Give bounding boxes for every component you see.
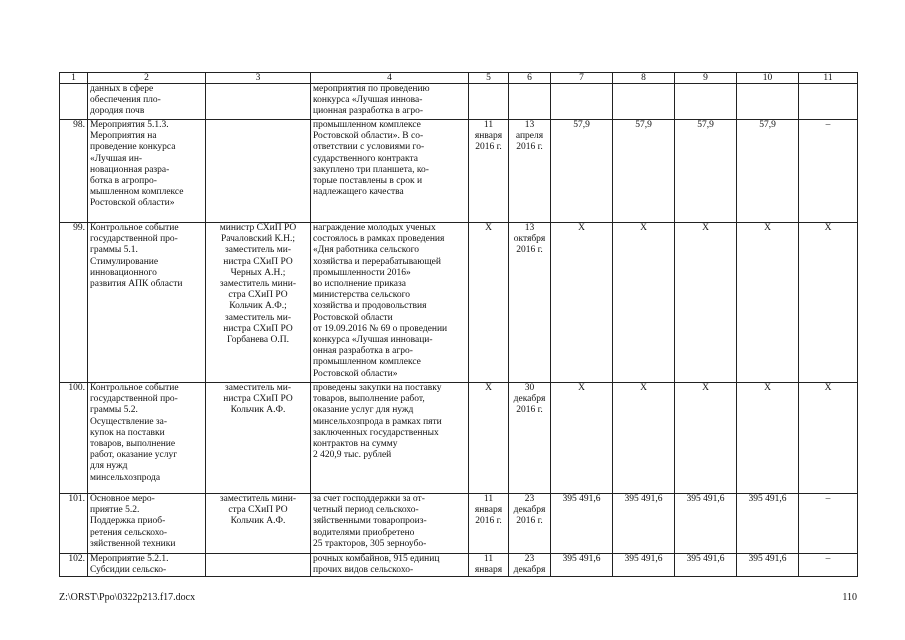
value-col9-cell: Х	[675, 223, 737, 383]
footer-file-path: Z:\ORST\Ppo\0322p213.f17.docx	[59, 592, 196, 603]
column-header: 7	[551, 73, 613, 84]
value-col7-cell: Х	[551, 383, 613, 494]
value-col9-cell	[675, 84, 737, 120]
start-date-cell: 11 января	[469, 554, 509, 577]
end-date-cell	[509, 84, 551, 120]
responsible-cell: заместитель мини- стра СХиП РО Кольчик А.Ф.	[206, 494, 311, 554]
value-col9-cell: 395 491,6	[675, 494, 737, 554]
column-header: 2	[88, 73, 206, 84]
value-col10-cell: Х	[737, 223, 799, 383]
table-row	[60, 120, 858, 223]
value-col11-cell: Х	[799, 223, 858, 383]
end-date-cell: 23 декабря	[509, 554, 551, 577]
row-number-cell: 99.	[60, 223, 88, 383]
end-date-cell: 13 октября 2016 г.	[509, 223, 551, 383]
row-number-cell	[60, 84, 88, 120]
value-col10-cell: 395 491,6	[737, 554, 799, 577]
end-date-cell: 30 декабря 2016 г.	[509, 383, 551, 494]
table-row	[60, 84, 858, 120]
value-col10-cell	[737, 84, 799, 120]
value-col7-cell: 395 491,6	[551, 494, 613, 554]
column-header: 8	[613, 73, 675, 84]
responsible-cell	[206, 84, 311, 120]
start-date-cell: Х	[469, 223, 509, 383]
activity-name-cell: Основное меро- приятие 5.2. Поддержка приоб- ретения сельскохо- зяйственной техники	[88, 494, 206, 554]
result-cell: награждение молодых ученых состоялось в рамках проведения «Дня работника сельского хозяйства и перерабатывающей промышленности 2016» во исполнение приказа министерства сельского хозяйства и продовольствия Ростовской области от 19.09.2016 № 69 о проведении конкурса «Лучшая инноваци- онная разработка в агро- промышленном комплексе Ростовской области»	[311, 223, 469, 383]
value-col11-cell	[799, 84, 858, 120]
row-number-cell: 100.	[60, 383, 88, 494]
report-table	[59, 72, 858, 577]
column-number-row	[60, 73, 858, 84]
start-date-cell: 11 января 2016 г.	[469, 494, 509, 554]
result-cell: мероприятия по проведению конкурса «Лучшая иннова- ционная разработка в агро-	[311, 84, 469, 120]
start-date-cell: Х	[469, 383, 509, 494]
column-header: 4	[311, 73, 469, 84]
value-col11-cell: Х	[799, 383, 858, 494]
row-number-cell: 102.	[60, 554, 88, 577]
value-col11-cell: –	[799, 120, 858, 223]
table-row	[60, 494, 858, 554]
value-col10-cell: Х	[737, 383, 799, 494]
activity-name-cell: Контрольное событие государственной про- граммы 5.2. Осуществление за- купок на поставки товаров, выполнение работ, оказание услуг для нужд минсельхозпрода	[88, 383, 206, 494]
value-col7-cell: Х	[551, 223, 613, 383]
table-row	[60, 383, 858, 494]
responsible-cell: министр СХиП РО Рачаловский К.Н.; заместитель ми- нистра СХиП РО Черных А.Н.; заместитель мини- стра СХиП РО Кольчик А.Ф.; заместитель ми- нистра СХиП РО Горбанева О.П.	[206, 223, 311, 383]
end-date-cell: 13 апреля 2016 г.	[509, 120, 551, 223]
footer-page-number: 110	[842, 592, 857, 603]
value-col8-cell: Х	[613, 223, 675, 383]
value-col8-cell: Х	[613, 383, 675, 494]
row-number-cell: 101.	[60, 494, 88, 554]
row-number-cell: 98.	[60, 120, 88, 223]
value-col10-cell: 395 491,6	[737, 494, 799, 554]
responsible-cell	[206, 120, 311, 223]
column-header: 11	[799, 73, 858, 84]
activity-name-cell: Мероприятия 5.1.3. Мероприятия на проведение конкурса «Лучшая ин- новационная разра- ботка в агропро- мышленном комплексе Ростовской области»	[88, 120, 206, 223]
value-col9-cell: Х	[675, 383, 737, 494]
value-col7-cell: 57,9	[551, 120, 613, 223]
activity-name-cell: данных в сфере обеспечения пло- дородия почв	[88, 84, 206, 120]
column-header: 5	[469, 73, 509, 84]
result-cell: проведены закупки на поставку товаров, выполнение работ, оказание услуг для нужд минсельхозпрода в рамках пяти заключенных государственных контрактов на сумму 2 420,9 тыс. рублей	[311, 383, 469, 494]
start-date-cell	[469, 84, 509, 120]
table-row	[60, 554, 858, 577]
responsible-cell	[206, 554, 311, 577]
column-header: 9	[675, 73, 737, 84]
activity-name-cell: Мероприятие 5.2.1. Субсидии сельско-	[88, 554, 206, 577]
value-col8-cell: 57,9	[613, 120, 675, 223]
column-header: 6	[509, 73, 551, 84]
responsible-cell: заместитель ми- нистра СХиП РО Кольчик А.Ф.	[206, 383, 311, 494]
value-col11-cell: –	[799, 494, 858, 554]
value-col7-cell	[551, 84, 613, 120]
table-row	[60, 223, 858, 383]
column-header: 10	[737, 73, 799, 84]
result-cell: рочных комбайнов, 915 единиц прочих видов сельскохо-	[311, 554, 469, 577]
value-col11-cell: –	[799, 554, 858, 577]
result-cell: за счет господдержки за от- четный период сельскохо- зяйственными товаропроиз- водителями приобретено 25 тракторов, 305 зерноубо-	[311, 494, 469, 554]
value-col10-cell: 57,9	[737, 120, 799, 223]
column-header: 3	[206, 73, 311, 84]
value-col9-cell: 395 491,6	[675, 554, 737, 577]
value-col8-cell	[613, 84, 675, 120]
value-col8-cell: 395 491,6	[613, 494, 675, 554]
end-date-cell: 23 декабря 2016 г.	[509, 494, 551, 554]
activity-name-cell: Контрольное событие государственной про- граммы 5.1. Стимулирование инновационного развития АПК области	[88, 223, 206, 383]
result-cell: промышленном комплексе Ростовской области». В со- ответствии с условиями го- сударственного контракта закуплено три планшета, ко- торые поставлены в срок и надлежащего качества	[311, 120, 469, 223]
start-date-cell: 11 января 2016 г.	[469, 120, 509, 223]
value-col9-cell: 57,9	[675, 120, 737, 223]
value-col8-cell: 395 491,6	[613, 554, 675, 577]
value-col7-cell: 395 491,6	[551, 554, 613, 577]
column-header: 1	[60, 73, 88, 84]
